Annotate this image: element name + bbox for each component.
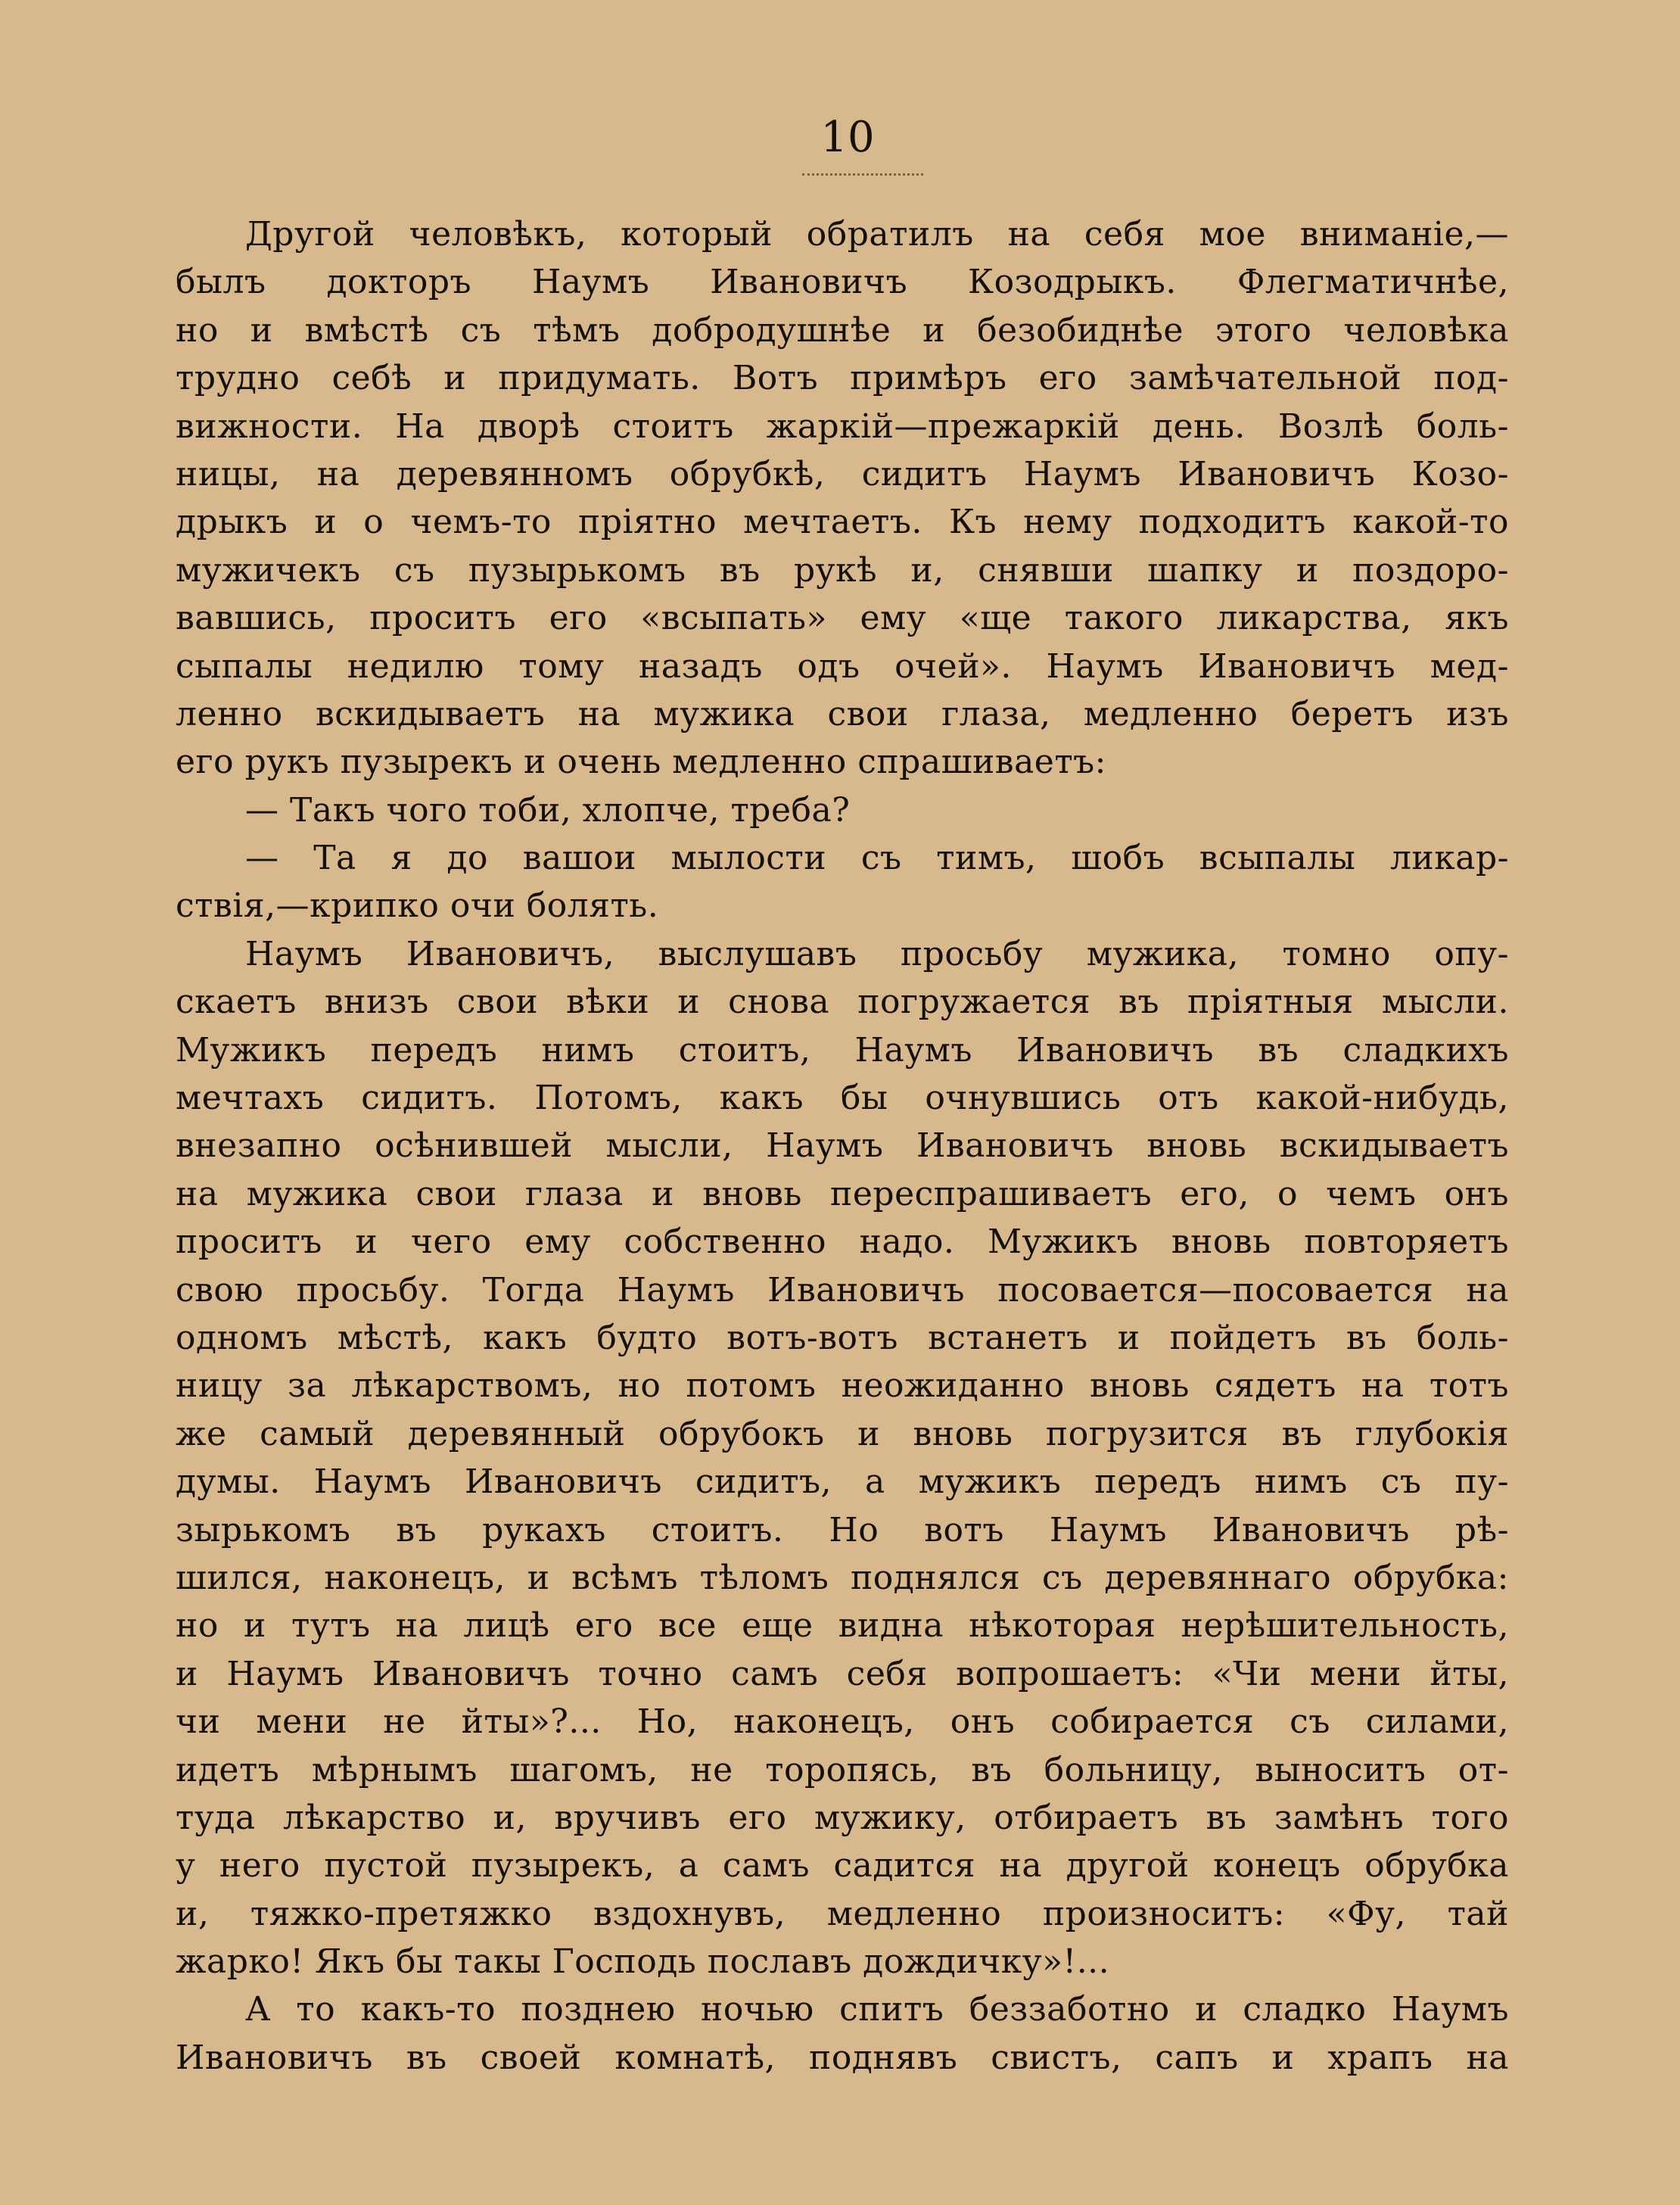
- text-line: идетъ мѣрнымъ шагомъ, не торопясь, въ больницу, выноситъ от-: [176, 1750, 1509, 1789]
- text-line: сыпалы недилю тому назадъ одъ очей». Наумъ Ивановичъ мед-: [176, 646, 1509, 686]
- text-line: и Наумъ Ивановичъ точно самъ себя вопрошаетъ: «Чи мени йты,: [176, 1654, 1509, 1693]
- text-line: ленно вскидываетъ на мужика свои глаза, медленно беретъ изъ: [176, 694, 1509, 733]
- text-line: дрыкъ и о чемъ-то пріятно мечтаетъ. Къ нему подходитъ какой-то: [176, 503, 1509, 542]
- text-line: мечтахъ сидитъ. Потомъ, какъ бы очнувшись отъ какой-нибудь,: [176, 1079, 1509, 1118]
- text-line: же самый деревянный обрубокъ и вновь погрузится въ глубокія: [176, 1414, 1509, 1453]
- text-line: зырькомъ въ рукахъ стоитъ. Но вотъ Наумъ Ивановичъ рѣ-: [176, 1510, 1509, 1549]
- text-line: Наумъ Ивановичъ, выслушавъ просьбу мужика, томно опу-: [245, 934, 1509, 973]
- text-line: Мужикъ передъ нимъ стоитъ, Наумъ Ивановичъ въ сладкихъ: [176, 1030, 1509, 1070]
- text-line: туда лѣкарство и, вручивъ его мужику, отбираетъ въ замѣнъ того: [176, 1798, 1509, 1837]
- text-line: ствія,—крипко очи болять.: [176, 886, 659, 926]
- text-line: его рукъ пузырекъ и очень медленно спрашиваетъ:: [176, 743, 1106, 782]
- text-line: проситъ и чего ему собственно надо. Мужикъ вновь повторяетъ: [176, 1222, 1509, 1262]
- text-line: вижности. На дворѣ стоитъ жаркій—прежаркій день. Возлѣ боль-: [176, 406, 1509, 446]
- text-line: свою просьбу. Тогда Наумъ Ивановичъ посовается—посовается на: [176, 1270, 1509, 1310]
- text-line: но и вмѣстѣ съ тѣмъ добродушнѣе и безобиднѣе этого человѣка: [176, 310, 1509, 350]
- page-number: 10: [820, 113, 875, 162]
- text-line: скаетъ внизъ свои вѣки и снова погружается въ пріятныя мысли.: [176, 983, 1509, 1022]
- body-text: [176, 210, 1509, 2082]
- text-line: у него пустой пузырекъ, а самъ садится на другой конецъ обрубка: [176, 1846, 1509, 1886]
- text-line: — Та я до вашои мылости съ тимъ, шобъ всыпалы ликар-: [245, 839, 1509, 878]
- text-line: внезапно осѣнившей мысли, Наумъ Ивановичъ вновь вскидываетъ: [176, 1126, 1509, 1166]
- text-line: и, тяжко-претяжко вздохнувъ, медленно произноситъ: «Фу, тай: [176, 1894, 1509, 1933]
- header-rule: [802, 173, 923, 176]
- text-line: чи мени не йты»?... Но, наконецъ, онъ собирается съ силами,: [176, 1702, 1509, 1742]
- text-line: шился, наконецъ, и всѣмъ тѣломъ поднялся съ деревяннаго обрубка:: [176, 1558, 1509, 1597]
- text-line: вавшись, проситъ его «всыпать» ему «ще такого ликарства, якъ: [176, 599, 1509, 638]
- text-line: — Такъ чого тоби, хлопче, треба?: [245, 790, 851, 830]
- text-line: Другой человѣкъ, который обратилъ на себя мое вниманіе,—: [245, 215, 1509, 254]
- text-line: ницы, на деревянномъ обрубкѣ, сидитъ Наумъ Ивановичъ Козо-: [176, 454, 1509, 494]
- text-line: на мужика свои глаза и вновь переспрашиваетъ его, о чемъ онъ: [176, 1174, 1509, 1213]
- text-line: ницу за лѣкарствомъ, но потомъ неожиданно вновь сядетъ на тотъ: [176, 1366, 1509, 1406]
- text-line: жарко! Якъ бы такы Господь пославъ дождичку»!...: [176, 1942, 1110, 1982]
- text-line: думы. Наумъ Ивановичъ сидитъ, а мужикъ передъ нимъ съ пу-: [176, 1462, 1509, 1502]
- text-line: трудно себѣ и придумать. Вотъ примѣръ его замѣчательной под-: [176, 359, 1509, 398]
- text-line: былъ докторъ Наумъ Ивановичъ Козодрыкъ. Флегматичнѣе,: [176, 263, 1509, 302]
- text-line: одномъ мѣстѣ, какъ будто вотъ-вотъ встанетъ и пойдетъ въ боль-: [176, 1318, 1509, 1357]
- text-line: Ивановичъ въ своей комнатѣ, поднявъ свистъ, сапъ и храпъ на: [176, 2038, 1509, 2077]
- text-line: А то какъ-то позднею ночью спитъ беззаботно и сладко Наумъ: [245, 1990, 1509, 2029]
- text-line: но и тутъ на лицѣ его все еще видна нѣкоторая нерѣшительность,: [176, 1606, 1509, 1646]
- text-line: мужичекъ съ пузырькомъ въ рукѣ и, снявши шапку и поздоро-: [176, 550, 1509, 590]
